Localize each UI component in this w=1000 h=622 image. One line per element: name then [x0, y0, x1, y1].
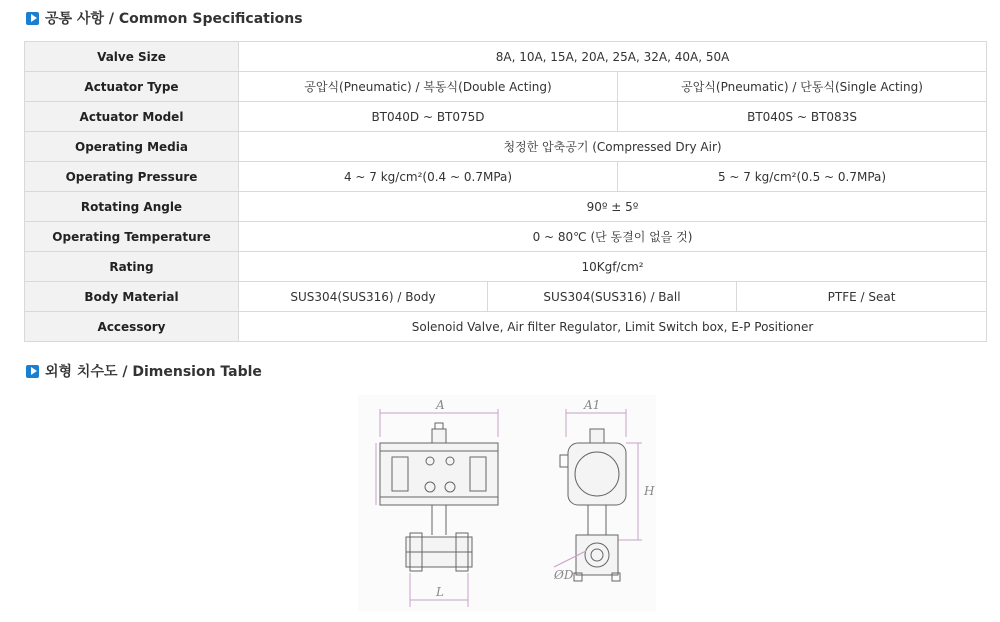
dimension-table-heading — [26, 361, 262, 381]
rotating-angle-label: Rotating Angle — [25, 192, 239, 222]
dimension-drawing — [358, 395, 656, 612]
accessory-label: Accessory — [25, 312, 239, 342]
table-row — [25, 312, 987, 342]
dimension-table-title: 외형 치수도 / Dimension Table — [45, 364, 262, 380]
operating-temperature-label: Operating Temperature — [25, 222, 239, 252]
valve-size-value: 8A, 10A, 15A, 20A, 25A, 32A, 40A, 50A — [239, 42, 987, 72]
table-row — [25, 222, 987, 252]
actuator-model-single: BT040S ~ BT083S — [618, 102, 987, 132]
dimension-l-label: L — [436, 585, 444, 599]
operating-media-value: 청정한 압축공기 (Compressed Dry Air) — [239, 132, 987, 162]
operating-pressure-label: Operating Pressure — [25, 162, 239, 192]
rotating-angle-value: 90º ± 5º — [239, 192, 987, 222]
table-row — [25, 72, 987, 102]
operating-temperature-value: 0 ~ 80℃ (단 동결이 없을 것) — [239, 222, 987, 252]
common-specifications-title: 공통 사항 / Common Specifications — [45, 11, 303, 27]
dimension-d-label: ØD — [554, 568, 574, 582]
operating-pressure-double: 4 ~ 7 kg/cm²(0.4 ~ 0.7MPa) — [239, 162, 618, 192]
body-material-seat: PTFE / Seat — [737, 282, 987, 312]
valve-dimension-drawing — [358, 395, 656, 612]
common-specifications-heading — [26, 8, 303, 28]
table-row — [25, 162, 987, 192]
dimension-a-label: A — [436, 398, 445, 412]
play-square-icon — [26, 365, 39, 378]
actuator-model-label: Actuator Model — [25, 102, 239, 132]
actuator-type-double: 공압식(Pneumatic) / 복동식(Double Acting) — [239, 72, 618, 102]
dimension-h-label: H — [644, 484, 655, 498]
rating-value: 10Kgf/cm² — [239, 252, 987, 282]
valve-size-label: Valve Size — [25, 42, 239, 72]
body-material-ball: SUS304(SUS316) / Ball — [488, 282, 737, 312]
table-row — [25, 132, 987, 162]
body-material-body: SUS304(SUS316) / Body — [239, 282, 488, 312]
common-specifications-table — [24, 41, 987, 342]
rating-label: Rating — [25, 252, 239, 282]
accessory-value: Solenoid Valve, Air filter Regulator, Limit Switch box, E-P Positioner — [239, 312, 987, 342]
dimension-a1-label: A1 — [584, 398, 601, 412]
table-row — [25, 192, 987, 222]
play-square-icon — [26, 12, 39, 25]
operating-pressure-single: 5 ~ 7 kg/cm²(0.5 ~ 0.7MPa) — [618, 162, 987, 192]
body-material-label: Body Material — [25, 282, 239, 312]
actuator-type-label: Actuator Type — [25, 72, 239, 102]
actuator-type-single: 공압식(Pneumatic) / 단동식(Single Acting) — [618, 72, 987, 102]
table-row — [25, 252, 987, 282]
table-row — [25, 42, 987, 72]
actuator-model-double: BT040D ~ BT075D — [239, 102, 618, 132]
table-row — [25, 102, 987, 132]
table-row — [25, 282, 987, 312]
operating-media-label: Operating Media — [25, 132, 239, 162]
